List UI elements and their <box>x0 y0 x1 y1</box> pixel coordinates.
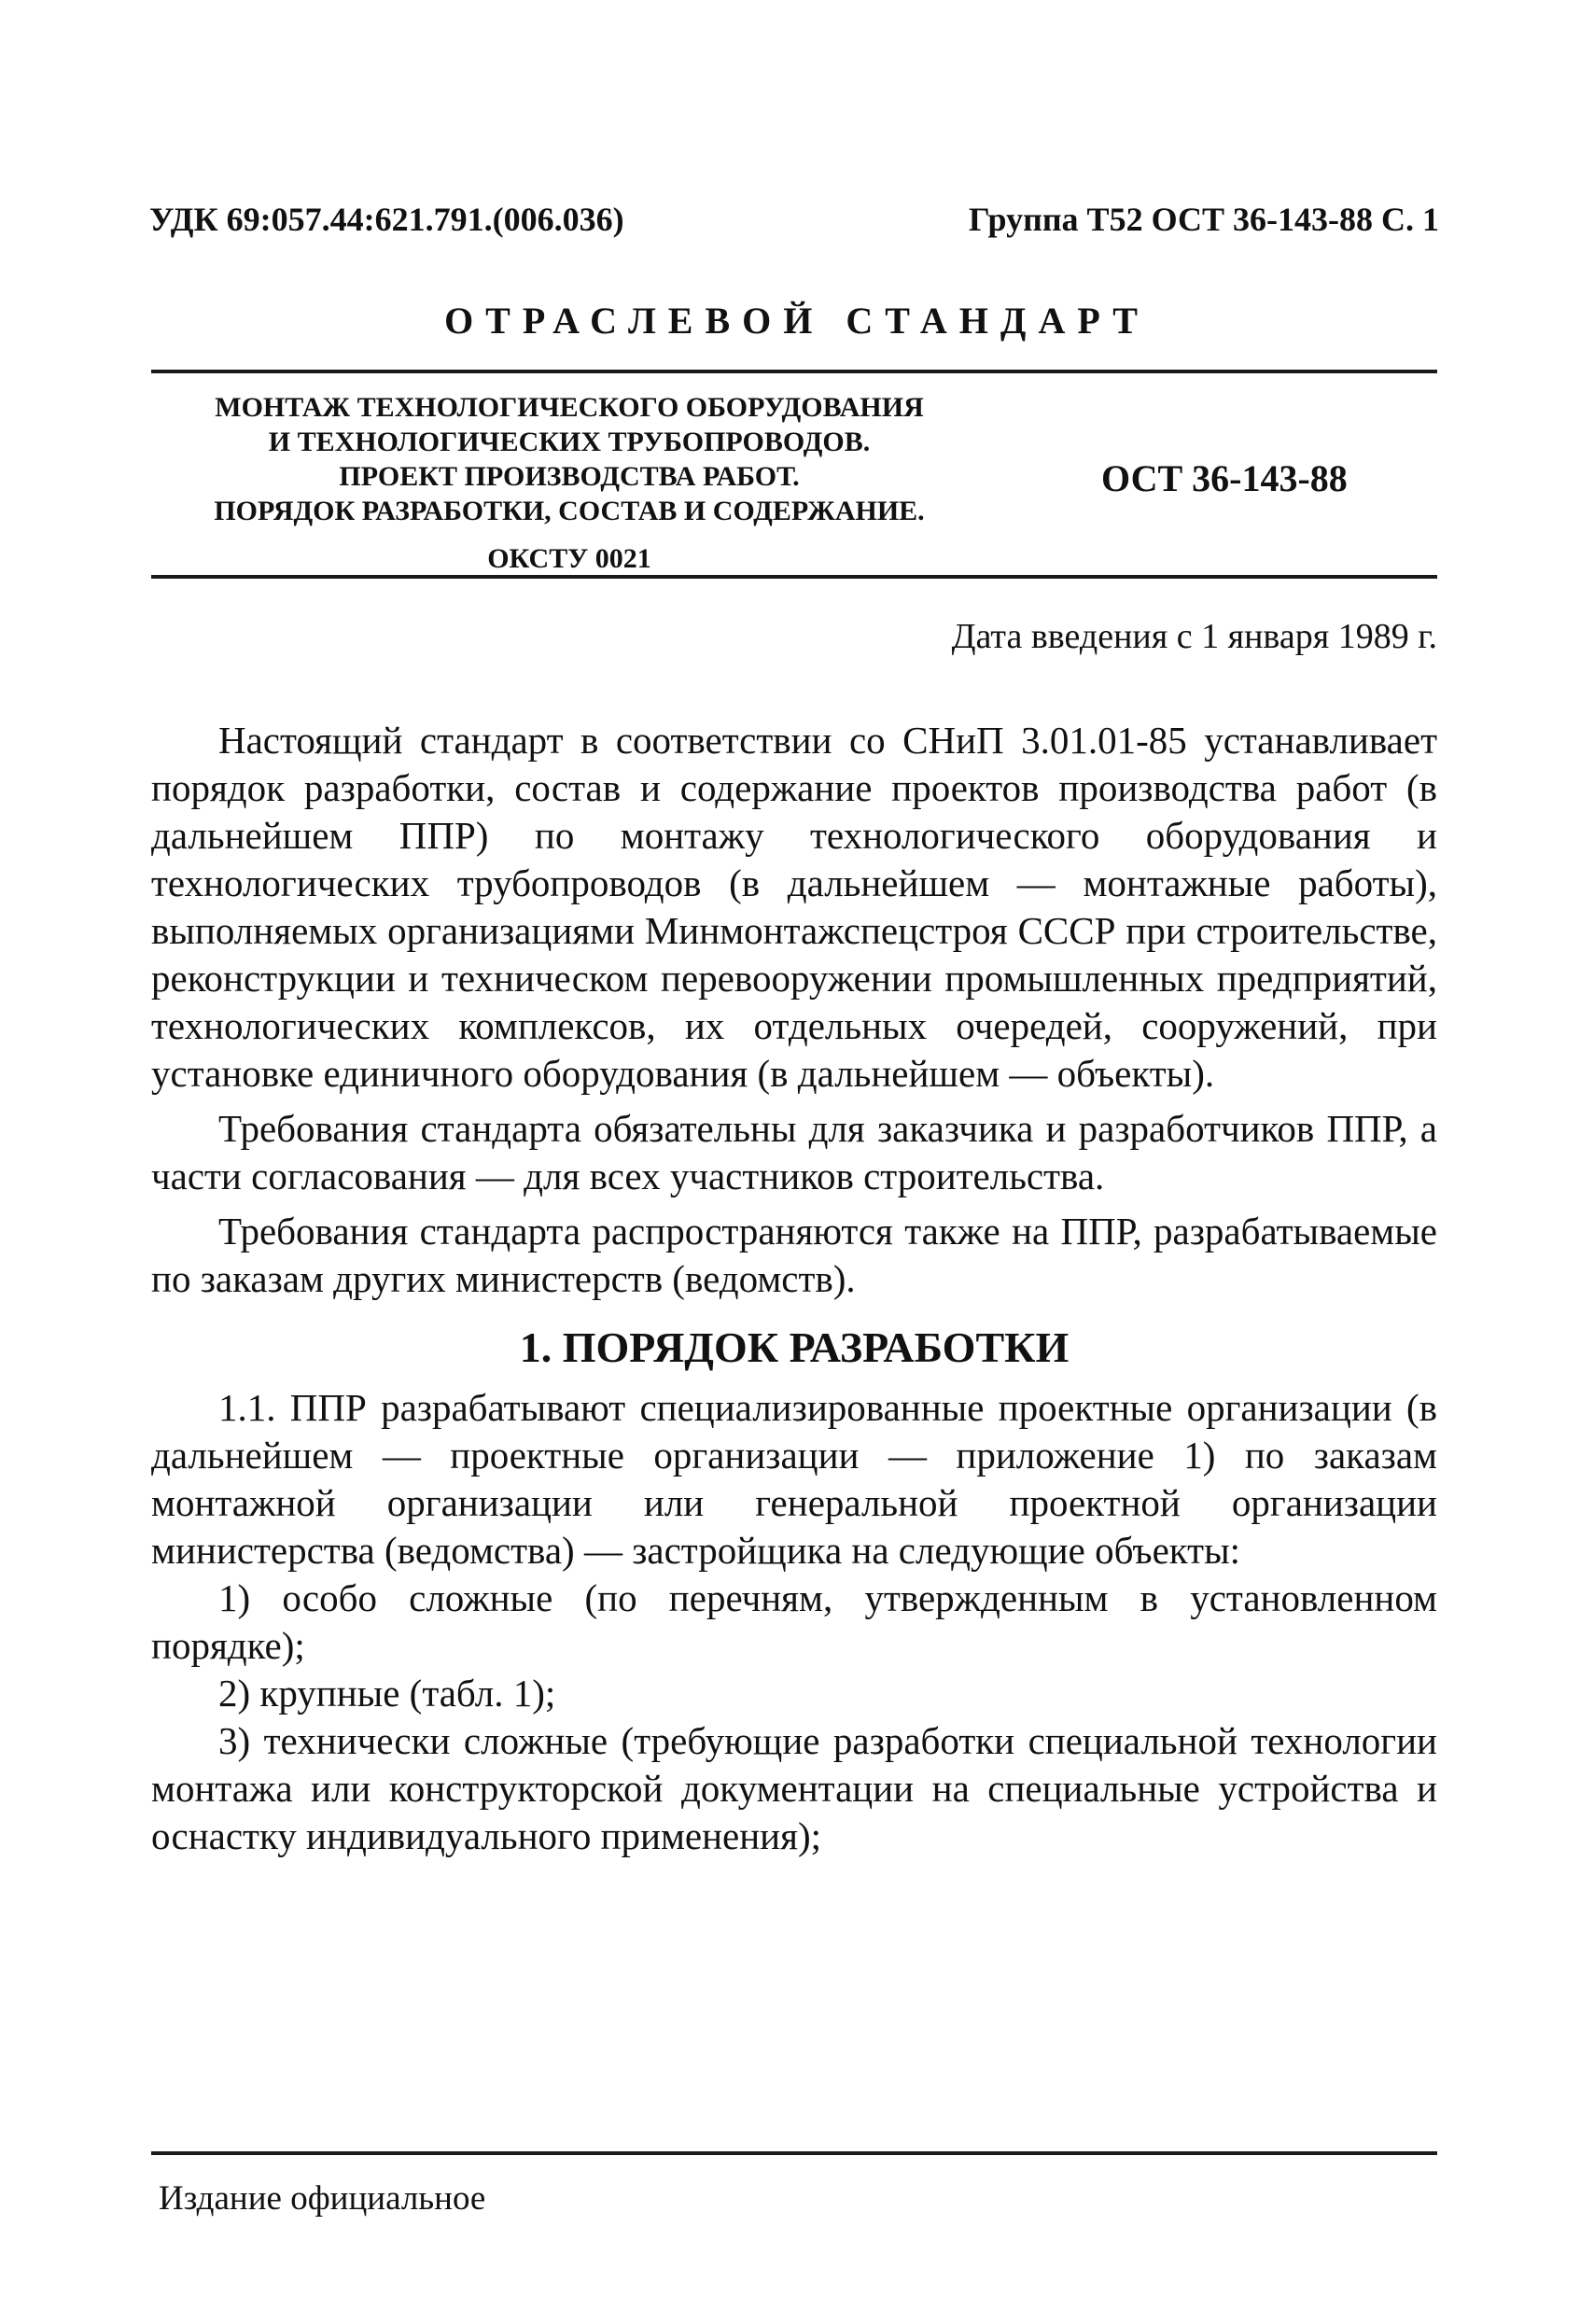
section-paragraph: 1.1. ППР разрабатывают специализированные проектные организации (в дальнейшем — проектные организации — приложение 1) по заказам монтажной организации или генеральной проектной организации министерства (ведомства) — застройщика на следующие объекты: <box>151 1386 1437 1572</box>
body-paragraph: Настоящий стандарт в соответствии со СНиП 3.01.01-85 устанавливает порядок разработки, состав и содержание проектов производства работ (в дальнейшем ППР) по монтажу технологического оборудования и технологических трубопроводов (в дальнейшем — монтажные работы), выполняемых организациями Минмонтажспецстроя СССР при строительстве, реконструкции и техническом перевооружении промышленных предприятий, технологических комплексов, их отдельных очередей, сооружений, при установке единичного оборудования (в дальнейшем — объекты). <box>151 719 1437 1095</box>
group-code: Группа Т52 ОСТ 36-143-88 С. 1 <box>968 201 1439 238</box>
divider-bottom <box>151 575 1437 579</box>
body-paragraph: Требования стандарта обязательны для заказчика и разработчиков ППР, а части согласования — для всех участников строительства. <box>151 1107 1437 1197</box>
list-item: 3) технически сложные (требующие разработки специальной технологии монтажа или конструкторской документации на специальные устройства и оснастку индивидуального применения); <box>151 1719 1437 1857</box>
okstu-code: ОКСТУ 0021 <box>487 543 651 574</box>
list-item: 1) особо сложные (по перечням, утвержденным в установленном порядке); <box>151 1576 1437 1667</box>
body-paragraph: Требования стандарта распространяются также на ППР, разрабатываемые по заказам других министерств (ведомств). <box>151 1210 1437 1300</box>
edition-note: Издание официальное <box>159 2179 486 2218</box>
standard-title-block <box>149 390 989 576</box>
title-line: И ТЕХНОЛОГИЧЕСКИХ ТРУБОПРОВОДОВ. <box>268 427 871 457</box>
document-body <box>151 717 1437 1860</box>
title-line: ПОРЯДОК РАЗРАБОТКИ, СОСТАВ И СОДЕРЖАНИЕ. <box>214 496 925 526</box>
divider-top <box>151 370 1437 373</box>
document-code: ОСТ 36-143-88 <box>1101 457 1348 499</box>
title-line: ПРОЕКТ ПРОИЗВОДСТВА РАБОТ. <box>339 461 800 492</box>
title-line: МОНТАЖ ТЕХНОЛОГИЧЕСКОГО ОБОРУДОВАНИЯ <box>215 392 924 423</box>
list-item: 2) крупные (табл. 1); <box>218 1672 556 1715</box>
standard-type-heading: ОТРАСЛЕВОЙ СТАНДАРТ <box>444 300 1150 342</box>
udk-code: УДК 69:057.44:621.791.(006.036) <box>149 201 624 238</box>
introduction-date: Дата введения с 1 января 1989 г. <box>951 617 1437 656</box>
section-title: 1. ПОРЯДОК РАЗРАБОТКИ <box>519 1323 1070 1371</box>
footer-divider <box>151 2151 1437 2155</box>
